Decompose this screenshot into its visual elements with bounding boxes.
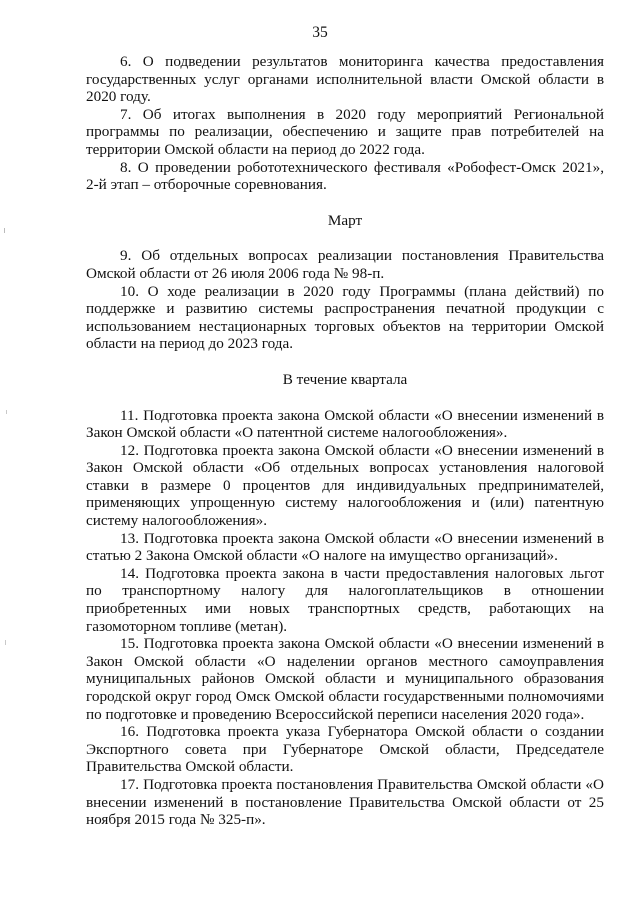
- section-quarter: [86, 407, 604, 829]
- page-number: 35: [312, 24, 328, 41]
- scan-artifact: [6, 410, 7, 414]
- document-body: [86, 53, 604, 829]
- list-item-6: 6. О подведении результатов мониторинга качества предоставления государственных услуг органами исполнительной власти Омской области в 2020 году.: [86, 53, 604, 106]
- list-item-15: 15. Подготовка проекта закона Омской области «О внесении изменений в Закон Омской области «О наделении органов местного самоуправления муниципальных районов Омской области и муниципального образования городской округ город Омск Омской области государственными полномочиями по подготовке и проведению Всероссийской переписи населения 2020 года».: [86, 635, 604, 723]
- section-march: [86, 247, 604, 353]
- list-item-12: 12. Подготовка проекта закона Омской области «О внесении изменений в Закон Омской области «Об отдельных вопросах установления налоговой ставки в размере 0 процентов для индивидуальных предпринимателей, применяющих упрощенную систему налогообложения и (или) патентную систему налогообложения».: [86, 441, 604, 530]
- list-item-8: 8. О проведении робототехнического фестиваля «Робофест-Омск 2021», 2-й этап – отборочные соревнования.: [86, 158, 604, 194]
- list-item-14: 14. Подготовка проекта закона в части предоставления налоговых льгот по транспортному налогу для налогоплательщиков в отношении приобретенных ими новых транспортных средств, работающих на газомоторном топливе (метан).: [86, 564, 604, 635]
- spacer: [86, 229, 604, 247]
- section-heading-march: Март: [327, 211, 363, 229]
- scan-artifact: [5, 640, 6, 645]
- list-item-13: 13. Подготовка проекта закона Омской области «О внесении изменений в статью 2 Закона Омской области «О налоге на имущество организаций».: [86, 529, 604, 565]
- list-item-11: 11. Подготовка проекта закона Омской области «О внесении изменений в Закон Омской области «О патентной системе налогообложения».: [86, 406, 604, 442]
- spacer: [86, 389, 604, 407]
- section-continuation: [86, 53, 604, 194]
- list-item-7: 7. Об итогах выполнения в 2020 году мероприятий Региональной программы по реализации, обеспечению и защите прав потребителей на территории Омской области на период до 2022 года.: [86, 105, 604, 158]
- spacer: [86, 194, 604, 212]
- scan-artifact: [4, 228, 5, 233]
- list-item-9: 9. Об отдельных вопросах реализации постановления Правительства Омской области от 26 июля 2006 года № 98-п.: [86, 247, 604, 282]
- section-heading-quarter: В течение квартала: [282, 370, 408, 388]
- list-item-16: 16. Подготовка проекта указа Губернатора Омской области о создании Экспортного совета при Губернаторе Омской области, Председателе Правительства Омской области.: [86, 723, 604, 776]
- spacer: [86, 353, 604, 371]
- list-item-17: 17. Подготовка проекта постановления Правительства Омской области «О внесении изменений в постановление Правительства Омской области от 25 ноября 2015 года № 325-п».: [86, 775, 604, 829]
- list-item-10: 10. О ходе реализации в 2020 году Программы (плана действий) по поддержке и развитию системы распространения печатной продукции с использованием нестационарных торговых объектов на территории Омской области на период до 2023 года.: [86, 282, 604, 353]
